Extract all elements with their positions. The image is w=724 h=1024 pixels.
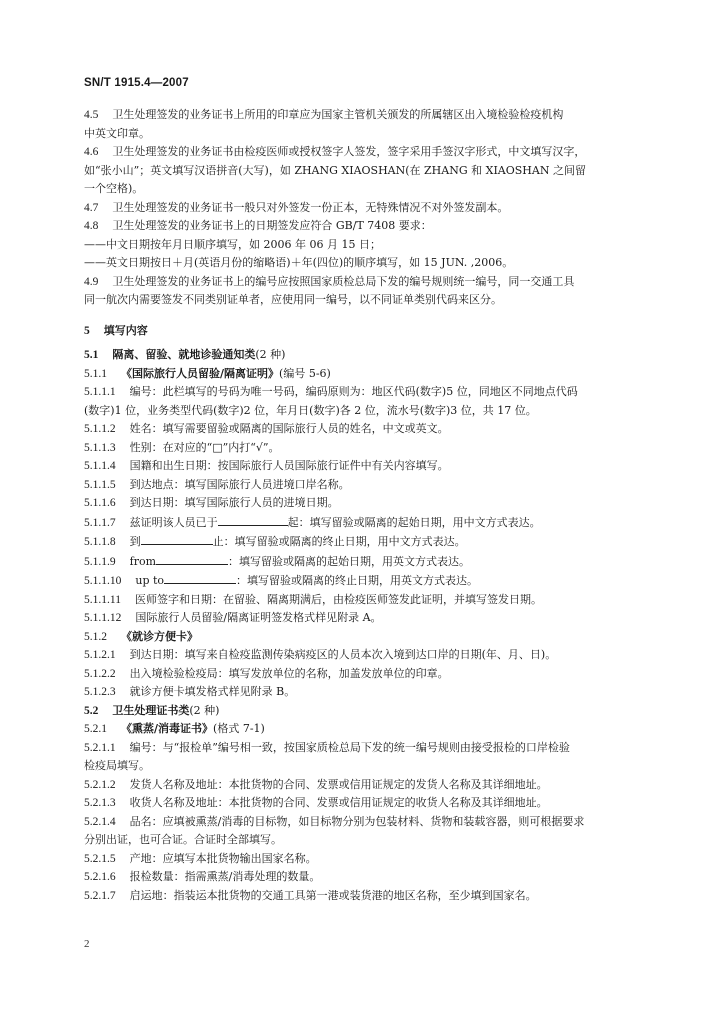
clause-text: 出入境检验检疫局：填写发放单位的名称，加盖发放单位的印章。: [129, 666, 449, 680]
clause-text: ：填写留验或隔离的终止日期，用英文方式表达。: [236, 574, 479, 587]
paragraph-line: [84, 143, 644, 162]
paragraph-line: [84, 106, 644, 125]
clause-continuation: 分别出证，也可合证。合证时全部填写。: [84, 833, 282, 846]
clause-text: 到达日期：填写国际旅行人员的进境日期。: [129, 496, 339, 509]
clause-number: 5.1.1.1: [84, 386, 116, 398]
clause-line: [84, 476, 644, 495]
clause-number: 4.9: [84, 275, 99, 288]
document-body: [84, 106, 644, 905]
clause-text: 就诊方便卡填发格式样见附录 B。: [129, 685, 296, 698]
clause-text: 卫生处理签发的业务证书一般只对外签发一份正本，无特殊情况不对外签发副本。: [112, 200, 509, 214]
clause-text: 同一航次内需要签发不同类别证单者，应使用同一编号，以不同证单类别代码来区分。: [84, 293, 502, 306]
clause-title: 卫生处理证书类: [112, 703, 190, 717]
clause-number: 5.2.1.5: [84, 852, 116, 865]
paragraph-line: [84, 162, 644, 181]
clause-number: 5.2.1.4: [84, 815, 116, 828]
clause-text: 一个空格)。: [84, 182, 144, 195]
section-number: 5: [84, 324, 90, 337]
clause-line: [84, 776, 644, 795]
paragraph-line: [84, 236, 644, 255]
clause-line: [84, 739, 644, 758]
clause-text: 国籍和出生日期：按国际旅行人员国际旅行证件中有关内容填写。: [129, 459, 449, 472]
clause-number: 5.2.1.7: [84, 889, 116, 902]
clause-line: [84, 420, 644, 439]
clause-line: [84, 591, 644, 610]
paragraph-line: [84, 125, 644, 144]
clause-text: 卫生处理签发的业务证书上所用的印章应为国家主管机关颁发的所属辖区出入境检验检疫机构: [112, 108, 564, 121]
clause-line: [84, 571, 644, 591]
clause-text: (2 种): [189, 703, 220, 717]
clause-line: [84, 609, 644, 628]
clause-number: 5.2.1: [84, 723, 107, 735]
clause-number: 5.1.2.1: [84, 649, 116, 661]
clause-text: 编号：此栏填写的号码为唯一号码，编码原则为：地区代码(数字)5 位，同地区不同地点代码: [129, 385, 578, 398]
clause-number: 5.1.2: [84, 630, 107, 643]
clause-number: 5.1.1.8: [84, 536, 116, 548]
clause-number: 5.1.2.2: [84, 667, 116, 680]
clause-number: 4.8: [84, 220, 99, 232]
clause-text: (编号 5-6): [279, 366, 331, 380]
clause-number: 5.1.1.2: [84, 423, 116, 435]
clause-line: [84, 494, 644, 513]
clause-number: 5.1.1.10: [84, 575, 122, 587]
clause-number: 5.1.1.6: [84, 497, 116, 509]
clause-number: 4.7: [84, 201, 99, 214]
clause-text: 如“张小山”；英文填写汉语拼音(大写)，如 ZHANG XIAOSHAN(在 ZHANG 和 XIAOSHAN 之间留: [84, 163, 586, 177]
clause-prefix: 到: [129, 535, 141, 548]
fill-in-blank: [218, 513, 288, 526]
paragraph-line: [84, 273, 644, 292]
clause-line: [84, 532, 644, 552]
clause-line: [84, 868, 644, 887]
clause-number: 5.2.1.2: [84, 778, 116, 791]
clause-title: 隔离、留验、就地诊验通知类: [112, 348, 256, 361]
clause-number: 4.6: [84, 146, 99, 158]
clause-text: 到达日期：填写来自检疫监测传染病疫区的人员本次入境到达口岸的日期(年、月、日)。: [129, 648, 557, 661]
clause-line: [84, 346, 644, 365]
paragraph-line: [84, 217, 644, 236]
clause-number: 5.2.1.6: [84, 871, 116, 883]
clause-text: 产地：应填写本批货物输出国家名称。: [129, 851, 317, 865]
clause-number: 5.1: [84, 349, 99, 361]
paragraph-line: [84, 254, 644, 273]
clause-line: [84, 794, 644, 813]
clause-line: [84, 702, 644, 721]
clause-line: [84, 383, 644, 402]
clause-text: 卫生处理签发的业务证书上的日期签发应符合 GB/T 7408 要求：: [112, 219, 432, 232]
clause-line: [84, 720, 644, 739]
clause-text: 发货人名称及地址：本批货物的合同、发票或信用证规定的发货人名称及其详细地址。: [129, 777, 548, 791]
clause-text: 卫生处理签发的业务证书由检疫医师或授权签字人签发，签字采用手签汉字形式，中文填写汉字，: [112, 145, 586, 158]
clause-number: 5.1.1.7: [84, 516, 116, 529]
clause-text: (格式 7-1): [213, 722, 265, 735]
clause-line: [84, 850, 644, 869]
fill-in-blank: [156, 552, 228, 565]
clause-text: 性别：在对应的“□”内打“√”。: [129, 440, 280, 454]
clause-text: 收货人名称及地址：本批货物的合同、发票或信用证规定的收货人名称及其详细地址。: [129, 796, 548, 809]
clause-line: [84, 813, 644, 832]
clause-text: 品名：应填被熏蒸/消毒的目标物，如目标物分别为包装材料、货物和装载容器，则可根据要求: [129, 814, 585, 828]
clause-prefix: up to: [135, 574, 165, 587]
paragraph-line: [84, 291, 644, 310]
clause-text: 到达地点：填写国际旅行人员进境口岸名称。: [129, 477, 350, 491]
clause-text: (2 种): [255, 348, 286, 361]
page-number: 2: [84, 938, 90, 950]
clause-number: 5.1.2.3: [84, 686, 116, 698]
clause-text: ——中文日期按年月日顺序填写，如 2006 年 06 月 15 日；: [84, 237, 381, 251]
clause-title: 《熏蒸/消毒证书》: [121, 722, 214, 735]
clause-text: 启运地：指装运本批货物的交通工具第一港或装货港的地区名称，至少填到国家名。: [129, 888, 537, 902]
clause-line: [84, 887, 644, 906]
clause-text: 医师签字和日期：在留验、隔离期满后，由检疫医师签发此证明，并填写签发日期。: [134, 592, 542, 606]
clause-line: [84, 646, 644, 665]
clause-line: [84, 439, 644, 458]
clause-text: ：填写留验或隔离的起始日期，用英文方式表达。: [228, 554, 471, 568]
clause-line: [84, 683, 644, 702]
clause-number: 5.2: [84, 704, 99, 717]
paragraph-line: [84, 180, 644, 199]
clause-line: [84, 665, 644, 684]
clause-number: 5.1.1.11: [84, 593, 121, 606]
clause-number: 5.1.1.5: [84, 478, 116, 491]
clause-number: 5.1.1.9: [84, 555, 116, 568]
clause-line: [84, 552, 644, 572]
clause-line: [84, 628, 644, 647]
clause-text: 国际旅行人员留验/隔离证明签发格式样见附录 A。: [135, 611, 382, 624]
clause-number: 4.5: [84, 109, 99, 121]
paragraph-line: [84, 199, 644, 218]
clause-line: [84, 457, 644, 476]
clause-text: 报检数量：指需熏蒸/消毒处理的数量。: [129, 870, 321, 883]
clause-line: [84, 365, 644, 384]
clause-text: 编号：与“报检单”编号相一致，按国家质检总局下发的统一编号规则由接受报检的口岸检验: [129, 740, 570, 754]
clause-continuation: 检疫局填写。: [84, 759, 150, 772]
section-title: 填写内容: [103, 323, 148, 337]
spacer: [84, 310, 644, 316]
clause-title: 《国际旅行人员留验/隔离证明》: [121, 366, 280, 380]
clause-text: 止：填写留验或隔离的终止日期，用中文方式表达。: [212, 535, 466, 548]
clause-continuation: (数字)1 位，业务类型代码(数字)2 位，年月日(数字)各 2 位，流水号(数字)3 位，共 17 位。: [84, 403, 537, 417]
clause-text: 中英文印章。: [84, 126, 150, 140]
clause-text: 卫生处理签发的业务证书上的编号应按照国家质检总局下发的编号规则统一编号，同一交通工具: [112, 274, 575, 288]
fill-in-blank: [141, 532, 213, 545]
clause-text: ——英文日期按日＋月(英语月份的缩略语)＋年(四位)的顺序填写，如 15 JUN. ,2006。: [84, 256, 514, 269]
clause-number: 5.1.1.4: [84, 460, 116, 472]
clause-prefix: from: [129, 554, 157, 568]
fill-in-blank: [164, 571, 236, 584]
clause-number: 5.1.1.12: [84, 612, 122, 624]
clause-line: [84, 513, 644, 533]
clause-number: 5.2.1.3: [84, 797, 116, 809]
clause-number: 5.2.1.1: [84, 741, 116, 754]
clause-prefix: 兹证明该人员已于: [129, 515, 218, 529]
standard-code: SN/T 1915.4—2007: [84, 77, 189, 89]
section-heading: [84, 322, 644, 341]
clause-text: 姓名：填写需要留验或隔离的国际旅行人员的姓名，中文或英文。: [129, 422, 449, 435]
clause-number: 5.1.1.3: [84, 441, 116, 454]
clause-number: 5.1.1: [84, 367, 107, 380]
clause-text: 起：填写留验或隔离的起始日期，用中文方式表达。: [287, 515, 541, 529]
clause-title: 《就诊方便卡》: [121, 629, 198, 643]
